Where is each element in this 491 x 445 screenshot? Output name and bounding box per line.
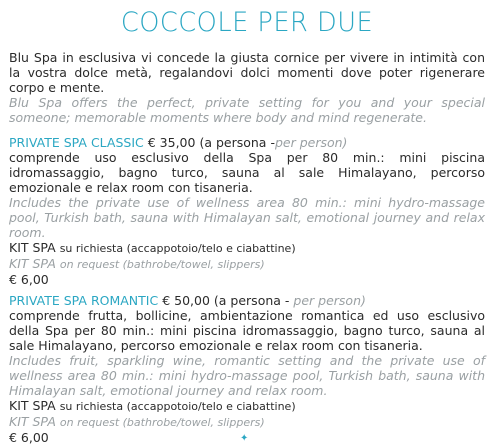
package-per-it: (a persona - xyxy=(213,293,290,308)
page-title: COCCOLE PER DUE xyxy=(120,7,374,38)
package-romantic xyxy=(9,293,485,445)
package-price: € 35,00 xyxy=(147,135,196,150)
package-per-en: per person) xyxy=(274,135,348,150)
intro-italian: Blu Spa in esclusiva vi concede la giusta cornice per vivere in intimità con la vostra dolce metà, regalandovi dolci momenti dove poter rigenerare corpo e mente. xyxy=(9,50,485,95)
kit-label: KIT SPA xyxy=(9,398,56,413)
kit-price: € 6,00 xyxy=(9,430,49,445)
package-per-it: (a persona - xyxy=(199,135,275,150)
package-per-en: per person) xyxy=(293,293,366,308)
kit-label: KIT SPA xyxy=(9,414,56,429)
kit-note: on request (bathrobe/towel, slippers) xyxy=(59,258,265,271)
package-heading xyxy=(9,293,485,308)
package-name: PRIVATE SPA ROMANTIC xyxy=(9,293,159,308)
package-heading xyxy=(9,135,485,150)
kit-it xyxy=(9,240,485,256)
package-desc-en: Includes the private use of wellness area 80 min.: mini hydro-massage pool, Turkish bath, sauna with Himalayan salt, emotional journey and relax room. xyxy=(9,195,485,240)
ornament-icon: ✦ xyxy=(240,433,249,444)
kit-label: KIT SPA xyxy=(9,256,56,271)
kit-note: su richiesta (accappotoio/telo e ciabattine) xyxy=(59,400,296,413)
kit-price: € 6,00 xyxy=(9,272,49,287)
package-price: € 50,00 xyxy=(162,293,210,308)
package-desc-en: Includes fruit, sparkling wine, romantic setting and the private use of wellness area 80 min.: mini hydro-massage pool, Turkish bath, sauna with Himalayan salt, emotional journey and relax room. xyxy=(9,353,485,398)
package-desc-it: comprende uso esclusivo della Spa per 80 min.: mini piscina idromassaggio, bagno turco, sauna al sale Himalayano, percorso emozionale e relax room con tisaneria. xyxy=(9,150,485,195)
package-classic xyxy=(9,135,485,287)
kit-it xyxy=(9,398,485,414)
kit-label: KIT SPA xyxy=(9,240,56,255)
kit-en xyxy=(9,256,485,272)
intro-english: Blu Spa offers the perfect, private setting for you and your special someone; memorable moments where body and mind regenerate. xyxy=(9,95,485,125)
kit-note: su richiesta (accappotoio/telo e ciabattine) xyxy=(59,242,296,255)
kit-en xyxy=(9,414,485,430)
kit-note: on request (bathrobe/towel, slippers) xyxy=(59,416,265,429)
package-name: PRIVATE SPA CLASSIC xyxy=(9,135,144,150)
package-desc-it: comprende frutta, bollicine, ambientazione romantica ed uso esclusivo della Spa per 80 min.: mini piscina idromassaggio, bagno turco, sauna al sale Himalayano, percorso emozionale e relax room con tisaneria. xyxy=(9,308,485,353)
